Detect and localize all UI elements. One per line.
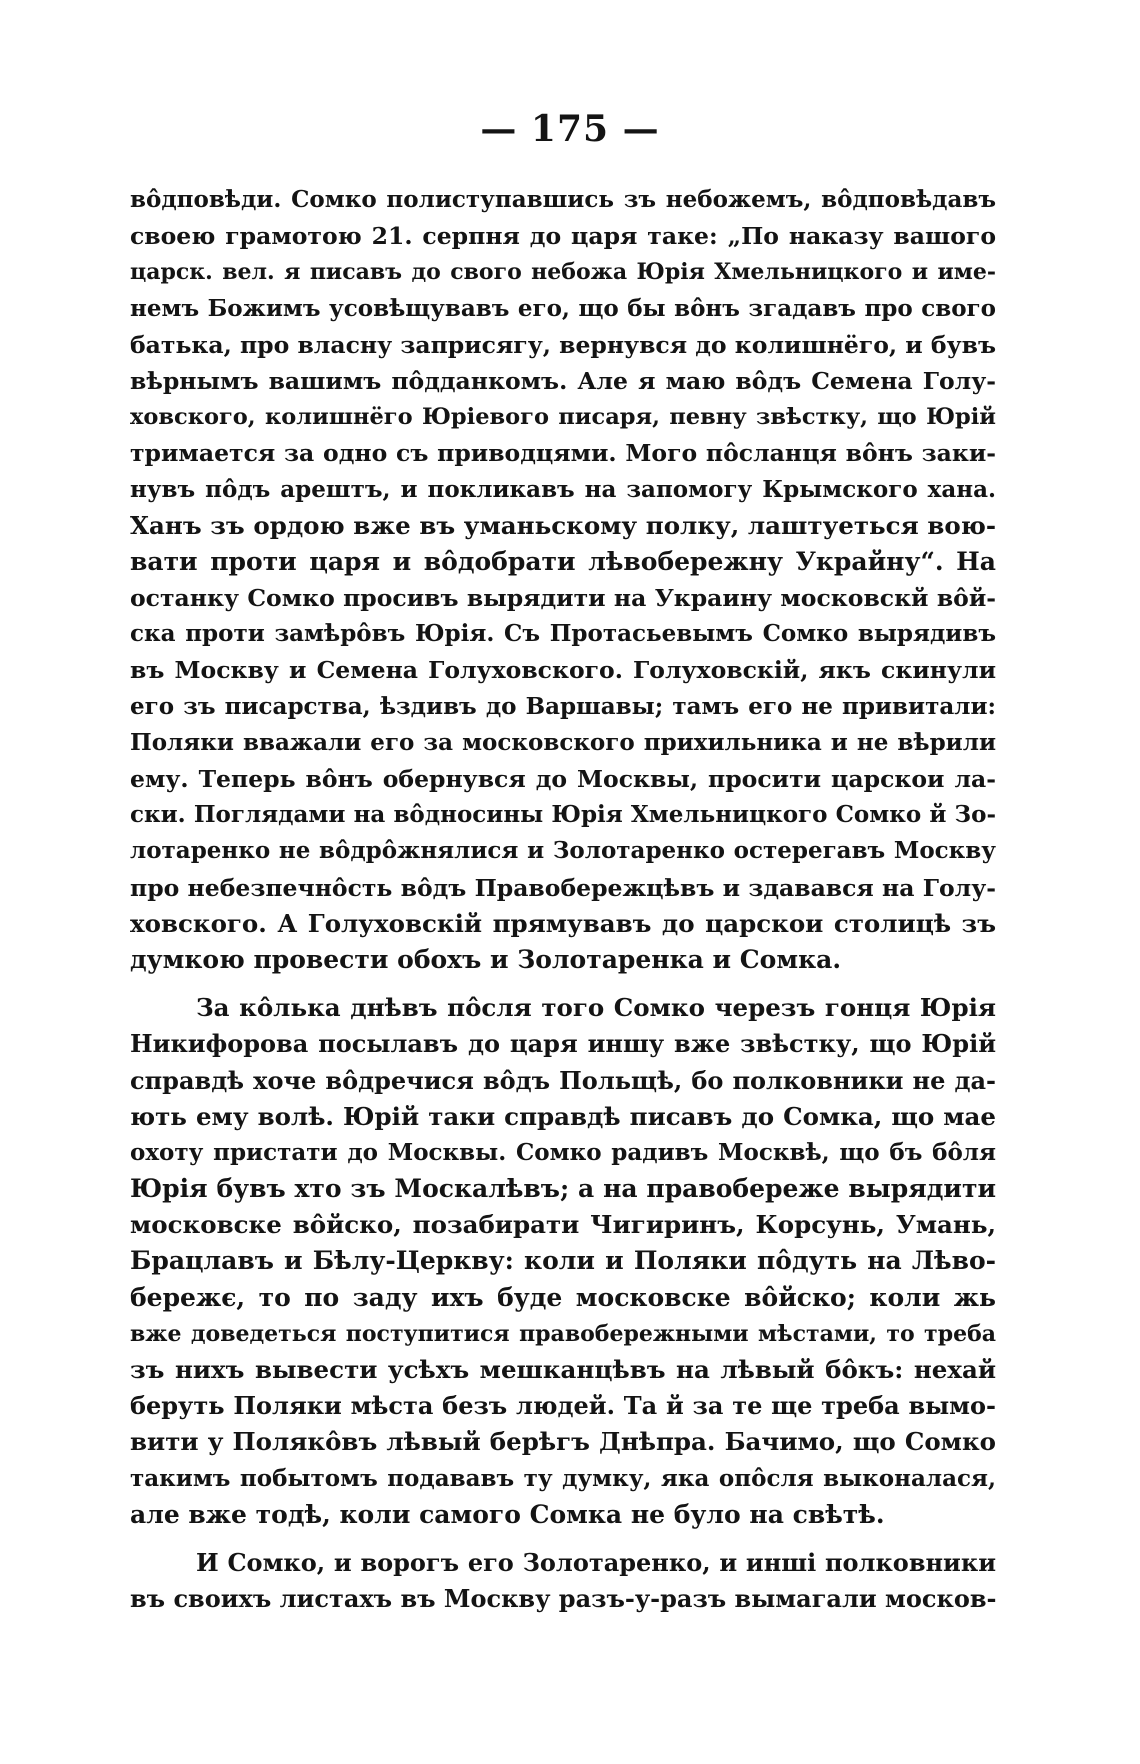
text-line: справдѣ хоче вôдречися вôдъ Польщѣ, бо полковники не да- — [130, 1065, 996, 1095]
text-line: зъ нихъ вывести усѣхъ мешканцѣвъ на лѣвый бôкъ: нехай — [130, 1355, 996, 1384]
text-line: ски. Поглядами на вôдносины Юрія Хмельницкого Сомко й Зо- — [130, 801, 996, 829]
text-line: московске вôйско, позабирати Чигиринъ, Корсунь, Умань, — [130, 1210, 996, 1240]
text-line: И Сомко, и ворогъ его Золотаренко, и инші полковники — [196, 1547, 996, 1577]
text-line: вати проти царя и вôдобрати лѣвобережну Украйну“. На — [130, 546, 996, 576]
text-line: вити у Полякôвъ лѣвый берѣгъ Днѣпра. Бачимо, що Сомко — [130, 1427, 996, 1457]
paragraph-3 — [130, 1545, 996, 1617]
text-line: ска проти замѣрôвъ Юрія. Съ Протасьевымъ Сомко вырядивъ — [130, 620, 996, 648]
paragraph-2 — [130, 990, 996, 1533]
text-line: За кôлька днѣвъ пôсля того Сомко черезъ гонця Юрія — [196, 993, 996, 1023]
text-line: такимъ побытомъ подававъ ту думку, яка опôсля выконалася, — [130, 1464, 996, 1492]
text-line: немъ Божимъ усовѣщувавъ его, що бы вôнъ згадавъ про свого — [130, 294, 996, 322]
text-line: нувъ пôдъ арештъ, и покликавъ на запомогу Крымского хана. — [130, 475, 996, 503]
text-line: батька, про власну заприсягу, вернувся до колишнёго, и бувъ — [130, 330, 996, 359]
text-line: останку Сомко просивъ вырядити на Украину московскй вôй- — [130, 584, 996, 613]
text-line: беруть Поляки мѣста безъ людей. Та й за те ще треба вымо- — [130, 1391, 996, 1421]
text-line: бережє, то по заду ихъ буде московске вôйско; коли жь — [130, 1282, 996, 1312]
page-number: — 175 — — [480, 108, 660, 150]
text-line: Никифорова посылавъ до царя иншу вже звѣстку, що Юрій — [130, 1029, 996, 1059]
text-line: лотаренко не вôдрôжнялися и Золотаренко остерегавъ Москву — [130, 837, 996, 865]
text-line: Ханъ зъ ордою вже въ уманьскому полку, лаштуеться вою- — [130, 510, 996, 540]
text-line: тримается за одно съ приводцями. Мого пôсланця вôнъ заки- — [130, 439, 996, 468]
text-line: своею грамотою 21. серпня до царя таке: „По наказу вашого — [130, 222, 996, 251]
text-line: охоту пристати до Москвы. Сомко радивъ Москвѣ, що бъ бôля — [130, 1138, 996, 1166]
text-line: вѣрнымъ вашимъ пôдданкомъ. Але я маю вôдъ Семена Голу- — [130, 366, 996, 395]
text-line: ють ему волѣ. Юрій таки справдѣ писавъ до Сомка, що мае — [130, 1101, 996, 1131]
paragraph-1 — [130, 182, 996, 978]
text-line: Поляки вважали его за московского прихильника и не вѣрили — [130, 728, 996, 756]
text-line: думкою провести обохъ и Золотаренка и Сомка. — [130, 944, 842, 974]
text-line: вôдповѣди. Сомко полиступавшись зъ небожемъ, вôдповѣдавъ — [130, 186, 996, 213]
text-line: въ Москву и Семена Голуховского. Голуховскій, якъ скинули — [130, 656, 996, 685]
text-line: про небезпечнôсть вôдъ Правобережцѣвъ и здавався на Голу- — [130, 873, 996, 902]
text-line: але вже тодѣ, коли самого Сомка не було на свѣтѣ. — [130, 1499, 885, 1529]
text-line: въ своихъ листахъ въ Москву разъ-у-разъ вымагали москов- — [130, 1584, 997, 1614]
text-line: ховского. А Голуховскій прямувавъ до царскои столицѣ зъ — [130, 908, 996, 938]
paragraph-gap — [130, 1533, 996, 1545]
body-text — [130, 182, 996, 1617]
paragraph-gap — [130, 978, 996, 990]
text-line: ховского, колишнёго Юріевого писаря, певну звѣстку, що Юрій — [130, 404, 996, 431]
text-line: царск. вел. я писавъ до свого небожа Юрія Хмельницкого и име- — [130, 259, 996, 286]
text-line: вже доведеться поступитися правобережными мѣстами, то треба — [130, 1320, 996, 1347]
text-line: Брацлавъ и Бѣлу-Церкву: коли и Поляки пôдуть на Лѣво- — [130, 1246, 996, 1276]
text-line: его зъ писарства, ѣздивъ до Варшавы; тамъ его не привитали: — [130, 692, 996, 720]
text-line: Юрія бувъ хто зъ Москалѣвъ; а на правобереже вырядити — [130, 1174, 996, 1204]
text-line: ему. Теперь вôнъ обернувся до Москвы, просити царскои ла- — [130, 765, 996, 793]
